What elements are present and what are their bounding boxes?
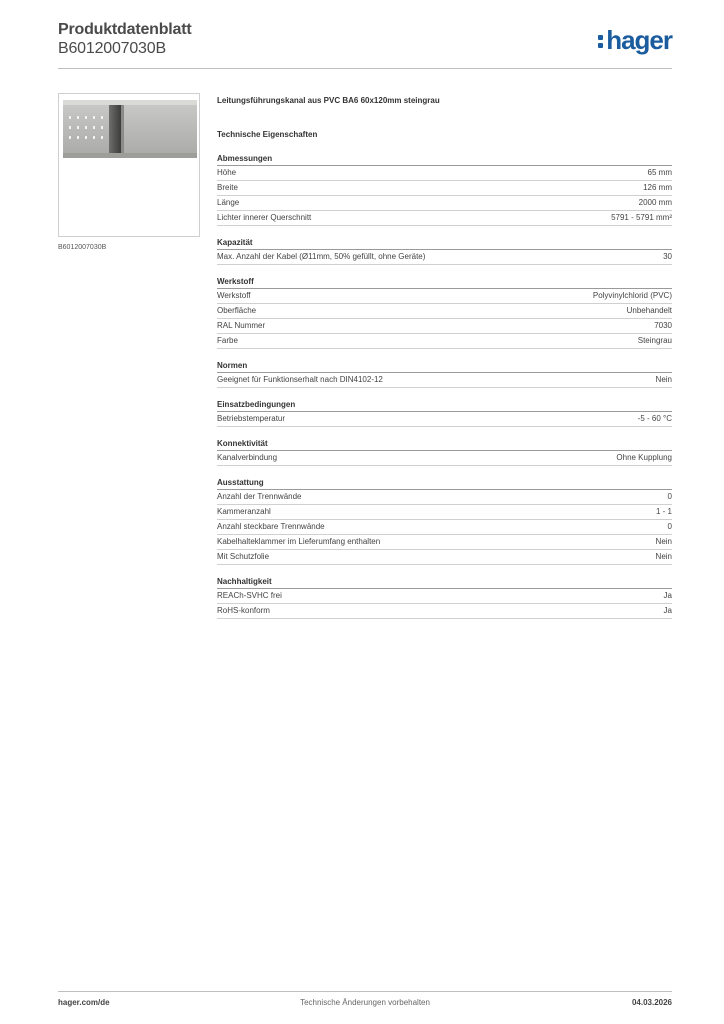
section-title: Nachhaltigkeit bbox=[217, 577, 672, 589]
property-value: 126 mm bbox=[643, 183, 672, 192]
property-row bbox=[217, 181, 672, 196]
property-label: Anzahl steckbare Trennwände bbox=[217, 522, 325, 531]
property-value: Ja bbox=[663, 606, 672, 615]
property-label: Länge bbox=[217, 198, 240, 207]
section-title: Einsatzbedingungen bbox=[217, 400, 672, 412]
property-value: 65 mm bbox=[647, 168, 672, 177]
property-row bbox=[217, 520, 672, 535]
property-label: Betriebstemperatur bbox=[217, 414, 286, 423]
property-row bbox=[217, 304, 672, 319]
property-row bbox=[217, 250, 672, 265]
property-sections bbox=[217, 154, 672, 619]
property-label: RAL Nummer bbox=[217, 321, 266, 330]
property-row bbox=[217, 334, 672, 349]
footer-date: 04.03.2026 bbox=[631, 998, 672, 1007]
product-description: Leitungsführungskanal aus PVC BA6 60x120mm steingrau bbox=[217, 96, 440, 105]
section-kapazität bbox=[217, 238, 672, 265]
section-nachhaltigkeit bbox=[217, 577, 672, 619]
hager-logo bbox=[598, 26, 672, 54]
property-label: Anzahl der Trennwände bbox=[217, 492, 302, 501]
property-value: 0 bbox=[667, 522, 672, 531]
property-label: Kammeranzahl bbox=[217, 507, 271, 516]
header-divider bbox=[58, 68, 672, 69]
property-label: Lichter innerer Querschnitt bbox=[217, 213, 312, 222]
property-value: Nein bbox=[655, 375, 672, 384]
section-title: Kapazität bbox=[217, 238, 672, 250]
property-value: 2000 mm bbox=[638, 198, 672, 207]
footer-notice: Technische Änderungen vorbehalten bbox=[300, 998, 430, 1007]
section-title: Normen bbox=[217, 361, 672, 373]
property-label: Kabelhalteklammer im Lieferumfang enthalten bbox=[217, 537, 381, 546]
property-value: Ohne Kupplung bbox=[616, 453, 672, 462]
property-row bbox=[217, 604, 672, 619]
property-row bbox=[217, 589, 672, 604]
section-title: Ausstattung bbox=[217, 478, 672, 490]
property-value: Nein bbox=[655, 537, 672, 546]
property-row bbox=[217, 550, 672, 565]
section-title: Abmessungen bbox=[217, 154, 672, 166]
property-label: Max. Anzahl der Kabel (Ø11mm, 50% gefüllt, ohne Geräte) bbox=[217, 252, 426, 261]
property-row bbox=[217, 451, 672, 466]
property-value: Nein bbox=[655, 552, 672, 561]
property-label: Höhe bbox=[217, 168, 237, 177]
property-label: Farbe bbox=[217, 336, 238, 345]
section-normen bbox=[217, 361, 672, 388]
property-label: RoHS-konform bbox=[217, 606, 270, 615]
property-value: Polyvinylchlorid (PVC) bbox=[592, 291, 672, 300]
property-row bbox=[217, 289, 672, 304]
property-label: Geeignet für Funktionserhalt nach DIN4102-12 bbox=[217, 375, 383, 384]
section-title: Konnektivität bbox=[217, 439, 672, 451]
property-value: 7030 bbox=[654, 321, 672, 330]
section-werkstoff bbox=[217, 277, 672, 349]
technical-properties-title: Technische Eigenschaften bbox=[217, 130, 318, 139]
property-row bbox=[217, 196, 672, 211]
page-title: Produktdatenblatt bbox=[58, 21, 192, 38]
property-value: Steingrau bbox=[637, 336, 672, 345]
logo-text: hager bbox=[606, 25, 672, 55]
logo-dots-icon bbox=[598, 26, 604, 54]
property-value: 30 bbox=[663, 252, 672, 261]
property-row bbox=[217, 373, 672, 388]
section-abmessungen bbox=[217, 154, 672, 226]
property-row bbox=[217, 412, 672, 427]
property-row bbox=[217, 535, 672, 550]
section-konnektivität bbox=[217, 439, 672, 466]
footer-website: hager.com/de bbox=[58, 998, 110, 1007]
property-value: 0 bbox=[667, 492, 672, 501]
section-title: Werkstoff bbox=[217, 277, 672, 289]
property-value: Ja bbox=[663, 591, 672, 600]
product-image bbox=[58, 93, 200, 237]
section-ausstattung bbox=[217, 478, 672, 565]
property-row bbox=[217, 166, 672, 181]
property-value: 5791 - 5791 mm² bbox=[611, 213, 672, 222]
property-row bbox=[217, 505, 672, 520]
property-value: 1 - 1 bbox=[655, 507, 672, 516]
property-label: Mit Schutzfolie bbox=[217, 552, 270, 561]
property-label: REACh-SVHC frei bbox=[217, 591, 282, 600]
footer-divider bbox=[58, 991, 672, 992]
property-label: Oberfläche bbox=[217, 306, 257, 315]
property-value: -5 - 60 °C bbox=[637, 414, 672, 423]
cable-duct-image bbox=[63, 100, 197, 160]
product-number: B6012007030B bbox=[58, 40, 166, 57]
page-header bbox=[58, 20, 672, 70]
section-einsatzbedingungen bbox=[217, 400, 672, 427]
image-caption: B6012007030B bbox=[58, 244, 107, 251]
property-row bbox=[217, 319, 672, 334]
property-value: Unbehandelt bbox=[626, 306, 672, 315]
product-content bbox=[217, 96, 672, 619]
property-label: Kanalverbindung bbox=[217, 453, 278, 462]
property-row bbox=[217, 211, 672, 226]
property-label: Breite bbox=[217, 183, 238, 192]
property-label: Werkstoff bbox=[217, 291, 251, 300]
property-row bbox=[217, 490, 672, 505]
